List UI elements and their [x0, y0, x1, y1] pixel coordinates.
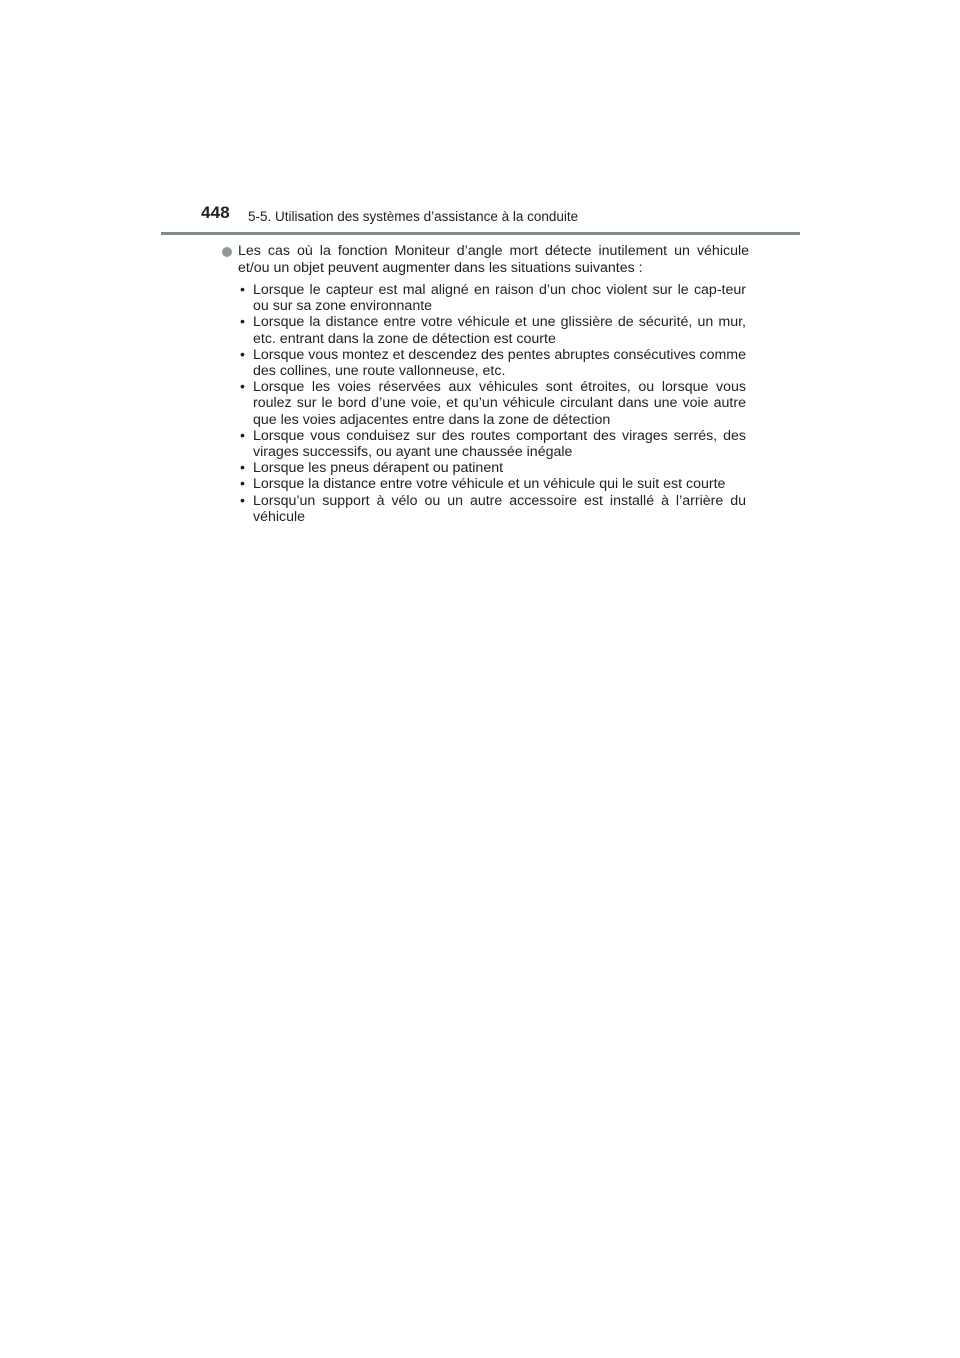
page-number: 448	[201, 203, 230, 222]
list-item	[240, 347, 746, 379]
list-item	[240, 428, 746, 460]
list-item	[240, 476, 746, 492]
list-item-marker: •	[240, 427, 245, 444]
list-item	[240, 460, 746, 476]
list-item-text: Lorsque les pneus dérapent ou patinent	[253, 460, 504, 477]
list-item-text: Lorsque vous conduisez sur des routes comportant des virages serrés, des virages successifs, ou ayant une chaussée inégale	[253, 427, 746, 461]
list-item	[240, 379, 746, 428]
list-item-text: Lorsque la distance entre votre véhicule et une glissière de sécurité, un mur, etc. entrant dans la zone de détection est courte	[253, 314, 746, 347]
intro-text: Les cas où la fonction Moniteur d’angle mort détecte inutilement un véhicule et/ou un objet peuvent augmenter dans les situations suivantes :	[238, 243, 749, 276]
intro-paragraph	[224, 243, 749, 277]
list-item-marker: •	[240, 460, 245, 477]
list-item-text: Lorsque vous montez et descendez des pentes abruptes consécutives comme des collines, une route vallonneuse, etc.	[253, 346, 746, 380]
circle-bullet-icon	[222, 247, 232, 257]
header-divider	[161, 232, 800, 235]
list-item-marker: •	[240, 476, 245, 493]
list-item-marker: •	[240, 346, 245, 363]
list-item	[240, 314, 746, 346]
list-item-marker: •	[240, 379, 245, 396]
list-item-text: Lorsque les voies réservées aux véhicules sont étroites, ou lorsque vous roulez sur le bord d’une voie, et qu’un véhicule circulant dans une voie autre que les voies adjacentes entre dans la zone de détection	[253, 379, 746, 428]
list-item-text: Lorsque le capteur est mal aligné en raison d’un choc violent sur le cap-teur ou sur sa zone environnante	[253, 282, 746, 315]
situation-list	[240, 282, 746, 525]
list-item-marker: •	[240, 492, 245, 509]
section-title: 5-5. Utilisation des systèmes d’assistance à la conduite	[248, 209, 579, 224]
list-item-text: Lorsque la distance entre votre véhicule et un véhicule qui le suit est courte	[253, 476, 726, 493]
list-item-marker: •	[240, 282, 245, 298]
list-item-marker: •	[240, 314, 245, 331]
list-item-text: Lorsqu’un support à vélo ou un autre accessoire est installé à l’arrière du véhicule	[253, 492, 746, 525]
list-item	[240, 493, 746, 525]
list-item	[240, 282, 746, 314]
